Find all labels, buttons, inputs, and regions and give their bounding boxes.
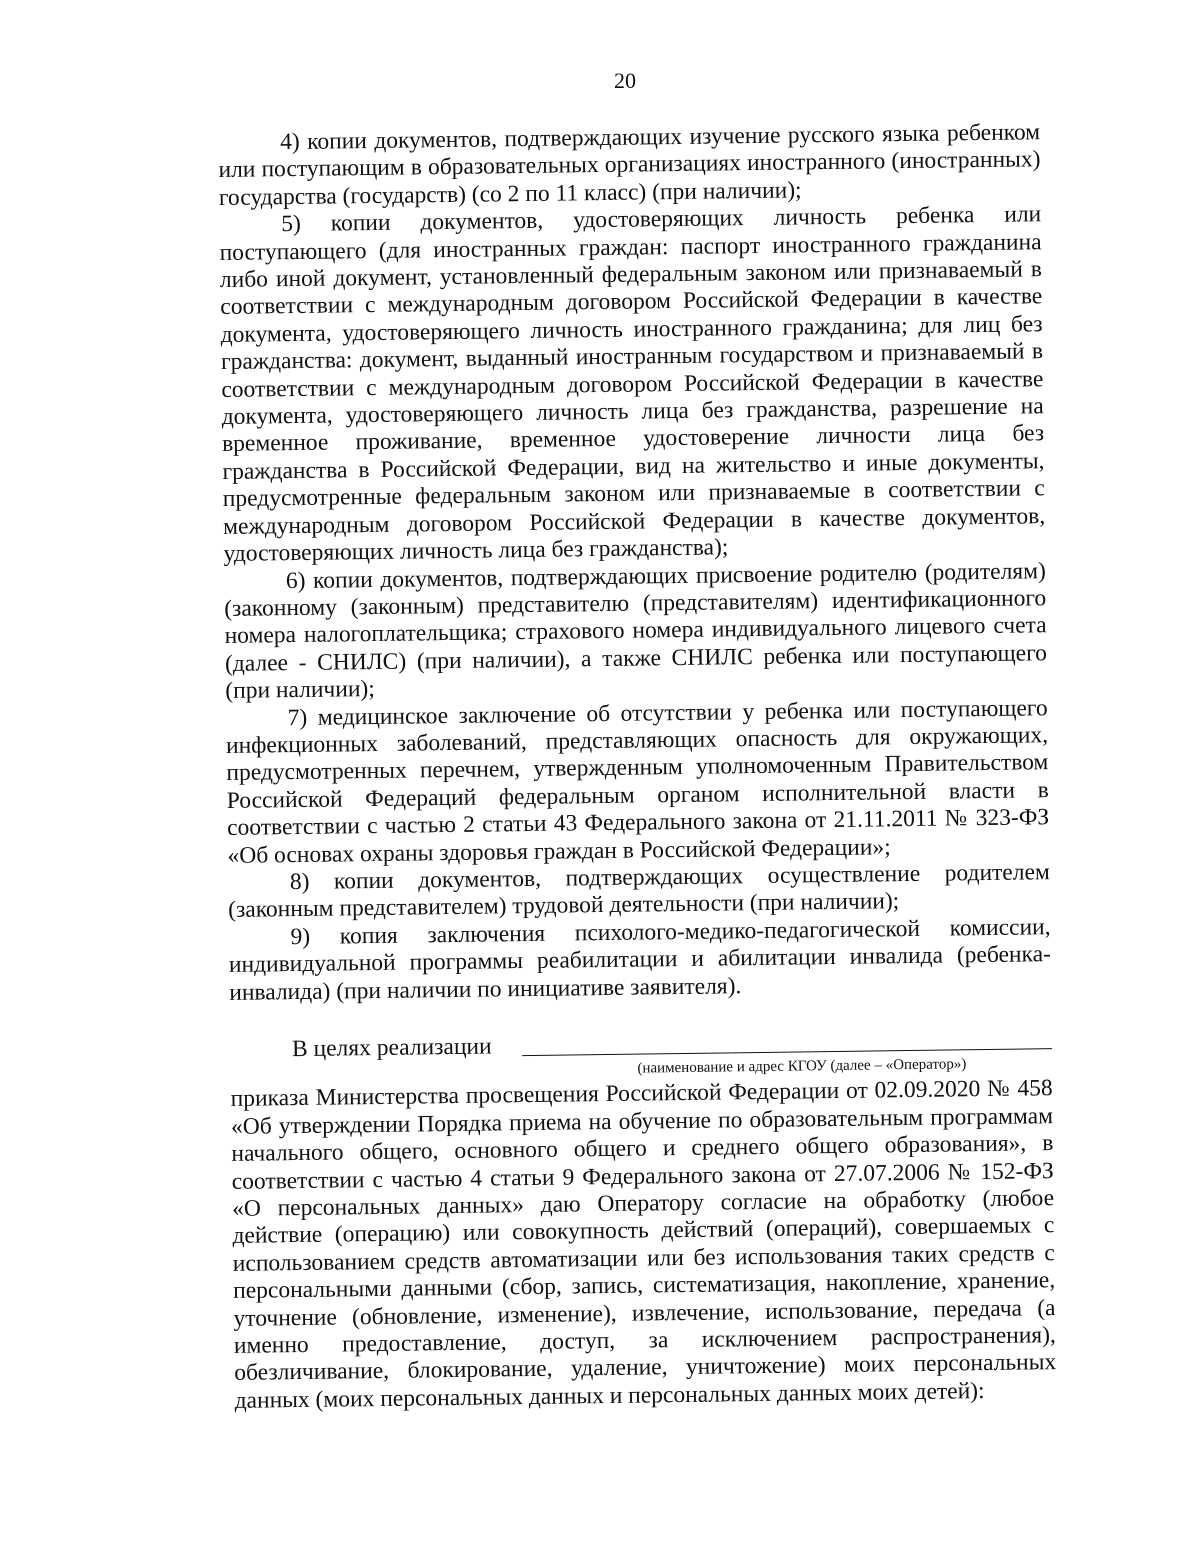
operator-name-blank <box>521 1029 1052 1057</box>
list-item-5: 5) копии документов, удостоверяющих личность ребенка или поступающего (для иностранных граждан: паспорт иностранного гражданина либо иной документ, установленный федеральным законом или признаваемый в соответствии с международным договором Российской Федерации в качестве документа, удостоверяющего личность иностранного гражданина; для лиц без гражданства: документ, выданный иностранным государством и признаваемый в соответствии с международным договором Российской Федерации в качестве документа, удостоверяющего личность лица без гражданства, разрешение на временное проживание, временное удостоверение личности лица без гражданства в Российской Федерации, вид на жительство и иные документы, предусмотренные федеральным законом или признаваемые в соответствии с международным договором Российской Федерации в качестве документов, удостоверяющих личность лица без гражданства); <box>219 201 1046 568</box>
list-item-9: 9) копия заключения психолого-медико-педагогической комиссии, индивидуальной программы реабилитации и абилитации инвалида (ребенка-инвалида) (при наличии по инициативе заявителя). <box>228 913 1052 1006</box>
page-number: 20 <box>614 68 636 93</box>
list-item-4: 4) копии документов, подтверждающих изучение русского языка ребенком или поступающим в образовательных организациях иностранного (иностранных) государства (государств) (со 2 по 11 класс) (при наличии); <box>218 119 1041 211</box>
purpose-label: В целях реализации <box>291 1033 492 1063</box>
list-item-7: 7) медицинское заключение об отсутствии у ребенка или поступающего инфекционных заболеваний, представляющих опасность для окружающих, предусмотренных перечнем, утвержденным уполномоченным Правительством Российской Федераций федеральным органом исполнительной власти в соответствии с частью 2 статьи 43 Федерального закона от 21.11.2011 № 323-ФЗ «Об основах охраны здоровья граждан в Российской Федерации»; <box>225 694 1050 869</box>
operator-caption: (наименование и адрес КГОУ (далее – «Оператор») <box>637 1056 967 1077</box>
consent-paragraph: приказа Министерства просвещения Российской Федерации от 02.09.2020 № 458 «Об утверждении Порядка приема на обучение по образовательным программам начального общего, основного общего и среднего общего образования», в соответствии с частью 4 статьи 9 Федерального закона от 27.07.2006 № 152-ФЗ «О персональных данных» даю Оператору согласие на обработку (любое действие (операцию) или совокупность действий (операций), совершаемых с использованием средств автоматизации или без использования таких средств с персональными данными (сбор, запись, систематизация, накопление, хранение, уточнение (обновление, изменение), извлечение, использование, передача (а именно предоставление, доступ, за исключением распространения), обезличивание, блокирование, удаление, уничтожение) моих персональных данных (моих персональных данных и персональных данных моих детей): <box>230 1075 1057 1414</box>
documents-list <box>218 119 1051 1007</box>
document-body <box>218 119 1057 1415</box>
list-item-8: 8) копии документов, подтверждающих осуществление родителем (законным представителем) трудовой деятельности (при наличии); <box>228 859 1050 924</box>
list-item-6: 6) копии документов, подтверждающих присвоение родителю (родителям) (законному (законным) представителю (представителям) идентификационного номера налогоплательщика; страхового номера индивидуального лицевого счета (далее - СНИЛС) (при наличии), а также СНИЛС ребенка или поступающего (при наличии); <box>224 557 1048 705</box>
